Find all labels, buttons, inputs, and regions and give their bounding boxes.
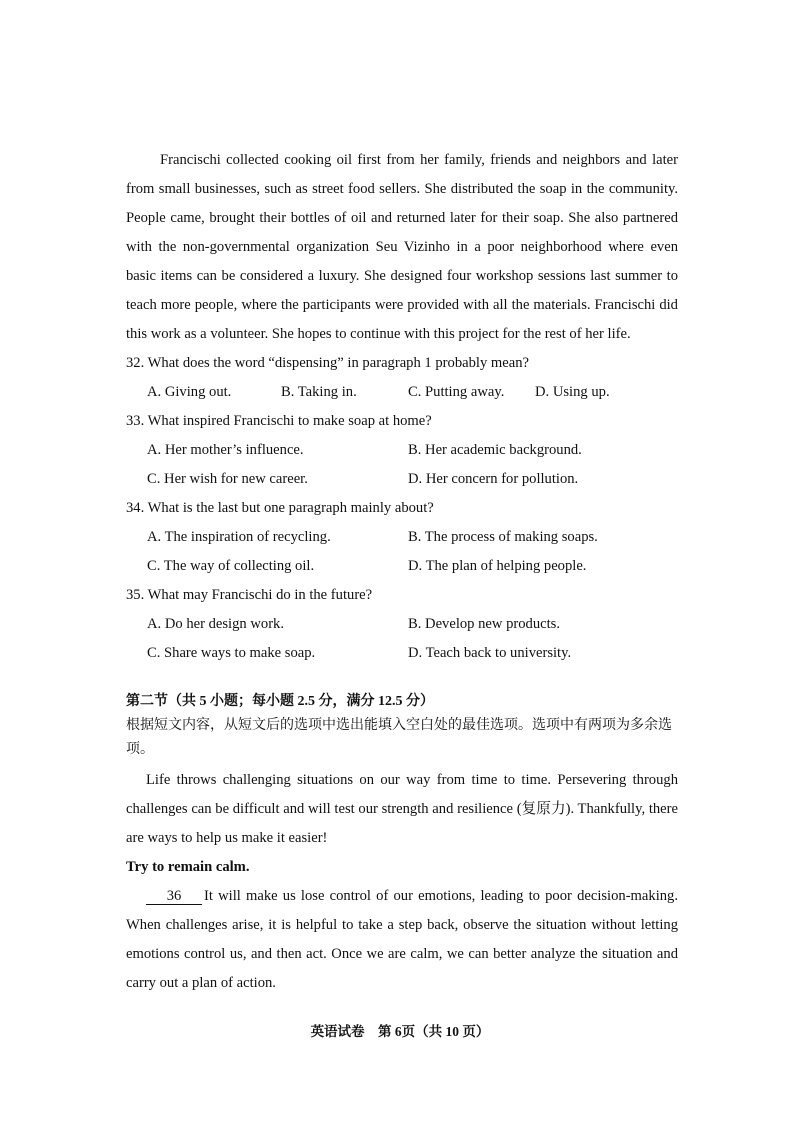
blank-paragraph <box>126 882 678 998</box>
question-32: 32. What does the word “dispensing” in paragraph 1 probably mean? <box>126 355 529 371</box>
intro-line: can be difficult and will test our strength and resilience (复原力). Thankfully, there are ways to help <box>126 801 678 846</box>
option: B. Taking in. <box>281 384 357 400</box>
option: C. Her wish for new career. <box>147 471 308 487</box>
para-line: challenges arise, it is helpful to take a step back, observe the situation without letting emotions <box>126 917 678 962</box>
intro-line: Life throws challenging situations on our way from time to time. Persevering through challenges <box>126 772 678 817</box>
option: B. The process of making soaps. <box>408 529 598 545</box>
passage-line: be considered a luxury. She designed four workshop sessions last summer to teach more people, <box>126 268 678 313</box>
options-35 <box>126 610 678 668</box>
option: B. Her academic background. <box>408 442 582 458</box>
option: D. Her concern for pollution. <box>408 471 579 487</box>
para-line: control us, and then act. Once we are calm, we can better analyze the situation and carry out a plan of <box>126 946 679 991</box>
option: D. Teach back to university. <box>408 645 572 661</box>
option: B. Develop new products. <box>408 616 560 632</box>
passage-line: came, brought their bottles of oil and returned later for their soap. She also partnered with the <box>126 210 678 255</box>
passage-line: volunteer. She hopes to continue with this project for the rest of her life. <box>210 326 631 342</box>
option: C. Share ways to make soap. <box>147 645 316 661</box>
options-32 <box>126 378 678 407</box>
option: A. Giving out. <box>147 384 232 400</box>
intro-line: us make it easier! <box>224 830 328 846</box>
subheading: Try to remain calm. <box>126 859 250 875</box>
option: D. Using up. <box>535 384 610 400</box>
passage-line: non-governmental organization Seu Vizinho in a poor neighborhood where even basic items can <box>126 239 678 284</box>
question-33: 33. What inspired Francischi to make soap at home? <box>126 413 432 429</box>
option: D. The plan of helping people. <box>408 558 587 574</box>
passage-line: small businesses, such as street food sellers. She distributed the soap in the community. People <box>126 181 678 226</box>
section-instruction: 根据短文内容，从短文后的选项中选出能填入空白处的最佳选项。选项中有两项为多余选项。 <box>126 718 672 757</box>
question-35: 35. What may Francischi do in the future? <box>126 587 373 603</box>
blank-36[interactable]: 36 <box>146 889 202 905</box>
options-33 <box>126 436 678 494</box>
passage-paragraph <box>126 146 678 349</box>
options-34 <box>126 523 678 581</box>
question-34: 34. What is the last but one paragraph mainly about? <box>126 500 434 516</box>
option: A. The inspiration of recycling. <box>147 529 331 545</box>
option: A. Her mother’s influence. <box>147 442 304 458</box>
para-line: action. <box>236 975 276 991</box>
option: A. Do her design work. <box>147 616 284 632</box>
option: C. Putting away. <box>408 384 505 400</box>
passage-line: Francischi collected cooking oil first from her family, friends and neighbors and later from <box>126 152 678 197</box>
page-footer: 英语试卷 第 6页（共 10 页） <box>310 1024 490 1039</box>
para-line: It will make us lose control of our emotions, leading to poor decision-making. When <box>126 888 678 933</box>
option: C. The way of collecting oil. <box>147 558 315 574</box>
section-heading: 第二节（共 5 小题；每小题 2.5 分，满分 12.5 分） <box>126 694 434 709</box>
intro-paragraph <box>126 766 678 853</box>
passage-line: where the participants were provided with all the materials. Francischi did this work as a <box>126 297 678 342</box>
